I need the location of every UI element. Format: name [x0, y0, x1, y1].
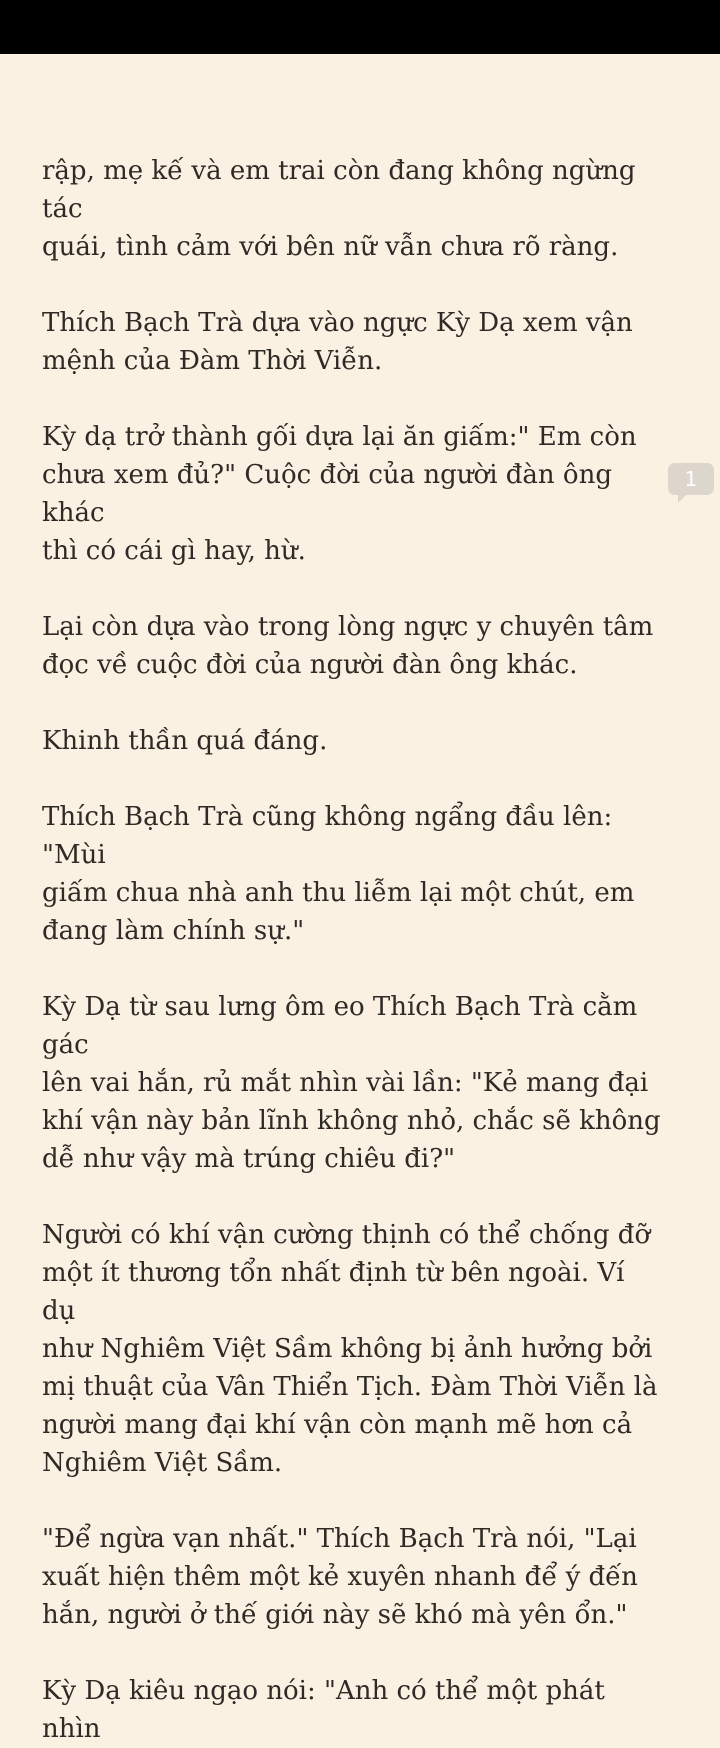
paragraph: Kỳ Dạ từ sau lưng ôm eo Thích Bạch Trà cằm gác lên vai hắn, rủ mắt nhìn vài lần: "Kẻ mang đại khí vận này bản lĩnh không nhỏ, chắc sẽ không dễ như vậy mà trúng chiêu đi?"	[42, 992, 661, 1174]
paragraph: Người có khí vận cường thịnh có thể chống đỡ một ít thương tổn nhất định từ bên ngoài. Ví dụ như Nghiêm Việt Sầm không bị ảnh hưởng bởi mị thuật của Vân Thiển Tịch. Đàm Thời Viễn là người mang đại khí vận còn mạnh mẽ hơn cả Nghiêm Việt Sầm.	[42, 1220, 658, 1478]
paragraph-comment-badge[interactable]	[668, 463, 714, 495]
paragraph: Kỳ Dạ kiêu ngạo nói: "Anh có thể một phát nhìn	[42, 1676, 605, 1744]
paragraph: Thích Bạch Trà dựa vào ngực Kỳ Dạ xem vận mệnh của Đàm Thời Viễn.	[42, 308, 633, 376]
status-bar	[0, 0, 720, 54]
speech-bubble-icon	[678, 494, 687, 503]
paragraph: Thích Bạch Trà cũng không ngẩng đầu lên: "Mùi giấm chua nhà anh thu liễm lại một chút, em đang làm chính sự."	[42, 802, 635, 946]
paragraph: rập, mẹ kế và em trai còn đang không ngừng tác quái, tình cảm với bên nữ vẫn chưa rõ ràng.	[42, 156, 636, 262]
paragraph: Kỳ dạ trở thành gối dựa lại ăn giấm:" Em còn chưa xem đủ?" Cuộc đời của người đàn ông khác thì có cái gì hay, hừ.	[42, 422, 637, 566]
paragraph: Lại còn dựa vào trong lòng ngực y chuyên tâm đọc về cuộc đời của người đàn ông khác.	[42, 612, 654, 680]
reader-page[interactable]	[0, 54, 720, 1744]
chapter-content	[42, 152, 662, 1744]
paragraph: "Để ngừa vạn nhất." Thích Bạch Trà nói, "Lại xuất hiện thêm một kẻ xuyên nhanh để ý đến hắn, người ở thế giới này sẽ khó mà yên ổn."	[42, 1524, 638, 1630]
comment-count: 1	[684, 467, 698, 491]
paragraph: Khinh thần quá đáng.	[42, 726, 328, 756]
